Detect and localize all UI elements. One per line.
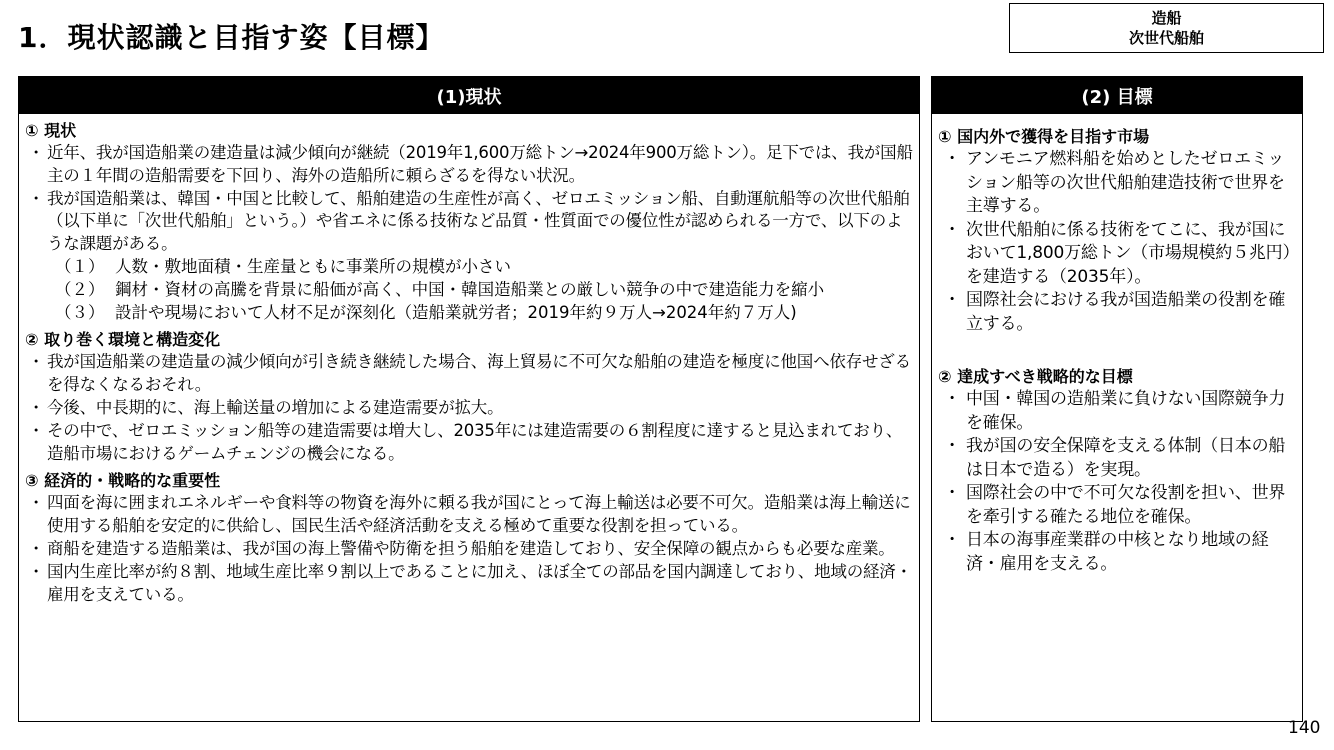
bullet-item: ・ 次世代船舶に係る技術をてこに、我が国において1,800万総トン（市場規模約５兆円）を建造する（2035年）。 bbox=[943, 219, 1291, 287]
bullet-item: ・ 商船を建造する造船業は、我が国の海上警備や防衛を担う船舶を建造しており、安全保障の観点からも必要な産業。 bbox=[27, 538, 895, 558]
bullet-item: ・ 日本の海事産業群の中核となり地域の経済・雇用を支える。 bbox=[943, 530, 1269, 574]
bullet-item: ・ 我が国の安全保障を支える体制（日本の船は日本で造る）を実現。 bbox=[943, 436, 1286, 480]
category-tag-line2: 次世代船舶 bbox=[1128, 29, 1204, 47]
bullet-item: ・ その中で、ゼロエミッション船等の建造需要は増大し、2035年には建造需要の６割程度に達すると見込まれており、造船市場におけるゲームチェンジの機会になる。 bbox=[27, 420, 903, 463]
bullet-item: ・ 国際社会の中で不可欠な役割を担い、世界を牽引する確たる地位を確保。 bbox=[943, 483, 1286, 527]
current-status-header: (1)現状 bbox=[19, 77, 919, 114]
bullet-item: ・ 国内生産比率が約８割、地域生産比率９割以上であることに加え、ほぼ全ての部品を国内調達しており、地域の経済・雇用を支えている。 bbox=[27, 561, 912, 604]
section-heading-environment: ② 取り巻く環境と構造変化 bbox=[25, 330, 221, 350]
bullet-item: ・ 四面を海に囲まれエネルギーや食料等の物資を海外に頼る我が国にとって海上輸送は必要不可欠。造船業は海上輸送に使用する船舶を安定的に供給し、国民生活や経済活動を支える極めて重要な役割を担っている。 bbox=[27, 493, 911, 536]
bullet-item: ・ 我が国造船業は、韓国・中国と比較して、船舶建造の生産性が高く、ゼロエミッション船、自動運航船等の次世代船舶（以下単に「次世代船舶」という。）や省エネに係る技術など品質・性質面での優位性が認められる一方で、以下のような課題がある。 bbox=[27, 188, 910, 254]
sub-item: （２） 鋼材・資材の高騰を背景に船価が高く、中国・韓国造船業との厳しい競争の中で建造能力を縮小 bbox=[55, 279, 825, 299]
category-tag bbox=[1009, 3, 1324, 53]
sub-item: （１） 人数・敷地面積・生産量ともに事業所の規模が小さい bbox=[55, 256, 511, 276]
section-heading-target-market: ① 国内外で獲得を目指す市場 bbox=[938, 127, 1150, 146]
goals-header: (2) 目標 bbox=[932, 77, 1302, 114]
section-heading-strategic-goals: ② 達成すべき戦略的な目標 bbox=[938, 367, 1133, 386]
bullet-item: ・ 国際社会における我が国造船業の役割を確立する。 bbox=[943, 290, 1286, 334]
bullet-item: ・ 近年、我が国造船業の建造量は減少傾向が継続（2019年1,600万総トン→2024年900万総トン）。足下では、我が国船主の１年間の造船需要を下回り、海外の造船所に頼らざるを得ない状況。 bbox=[27, 143, 913, 185]
bullet-item: ・ 今後、中長期的に、海上輸送量の増加による建造需要が拡大。 bbox=[27, 397, 504, 417]
page-number: 140 bbox=[1288, 718, 1321, 738]
bullet-item: ・ アンモニア燃料船を始めとしたゼロエミッション船等の次世代船舶建造技術で世界を主導する。 bbox=[943, 149, 1285, 216]
goals-panel bbox=[931, 76, 1303, 722]
page-title: 1．現状認識と目指す姿【目標】 bbox=[18, 21, 445, 54]
section-heading-importance: ③ 経済的・戦略的な重要性 bbox=[25, 471, 221, 491]
bullet-item: ・ 中国・韓国の造船業に負けない国際競争力を確保。 bbox=[943, 389, 1286, 433]
sub-item: （３） 設計や現場において人材不足が深刻化（造船業就労者；2019年約９万人→2024年約７万人) bbox=[55, 302, 797, 322]
section-heading-status: ① 現状 bbox=[25, 121, 77, 140]
current-status-panel bbox=[18, 76, 920, 722]
bullet-item: ・ 我が国造船業の建造量の減少傾向が引き続き継続した場合、海上貿易に不可欠な船舶の建造を極度に他国へ依存せざるを得なくなるおそれ。 bbox=[27, 352, 911, 395]
category-tag-line1: 造船 bbox=[1151, 9, 1182, 27]
